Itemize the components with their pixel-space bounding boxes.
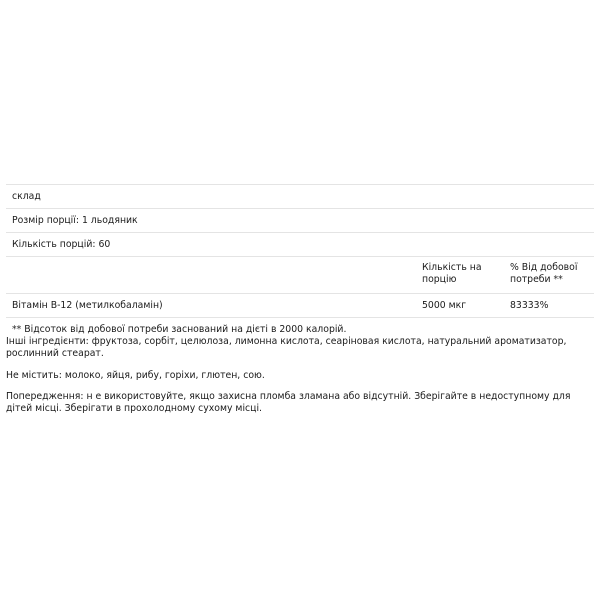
servings-per-container: Кількість порцій: 60 xyxy=(12,239,111,250)
other-ingredients: Інші інгредієнти: фруктоза, сорбіт, целюлоза, лимонна кислота, сеаріновая кислота, натуральний ароматизатор, рослинний стеарат. xyxy=(6,336,567,359)
header-amount: Кількість на порцію xyxy=(422,262,482,285)
nutrient-name: Вітамін B-12 (метилкобаламін) xyxy=(12,300,163,311)
facts-header-row xyxy=(6,256,594,293)
nutrient-daily-value: 83333% xyxy=(510,300,549,311)
serving-size: Розмір порції: 1 льодяник xyxy=(12,215,138,226)
nutrient-row xyxy=(6,293,594,317)
serving-size-row xyxy=(6,208,594,232)
allergen-statement: Не містить: молоко, яйця, рибу, горіхи, глютен, сою. xyxy=(6,370,265,381)
label-title-row xyxy=(6,184,594,208)
footnote: ** Відсоток від добової потреби заснований на дієті в 2000 калорій. xyxy=(6,317,594,340)
warning-statement: Попередження: н е використовуйте, якщо захисна пломба зламана або відсутній. Зберігайте в недоступному для дітей місці. Зберігати в прохолодному сухому місці. xyxy=(6,391,571,414)
label-title: склад xyxy=(12,191,41,202)
header-daily-value: % Від добової потреби ** xyxy=(510,262,578,285)
servings-per-container-row xyxy=(6,232,594,256)
nutrient-amount: 5000 мкг xyxy=(422,300,467,311)
supplement-facts-panel xyxy=(6,184,594,340)
